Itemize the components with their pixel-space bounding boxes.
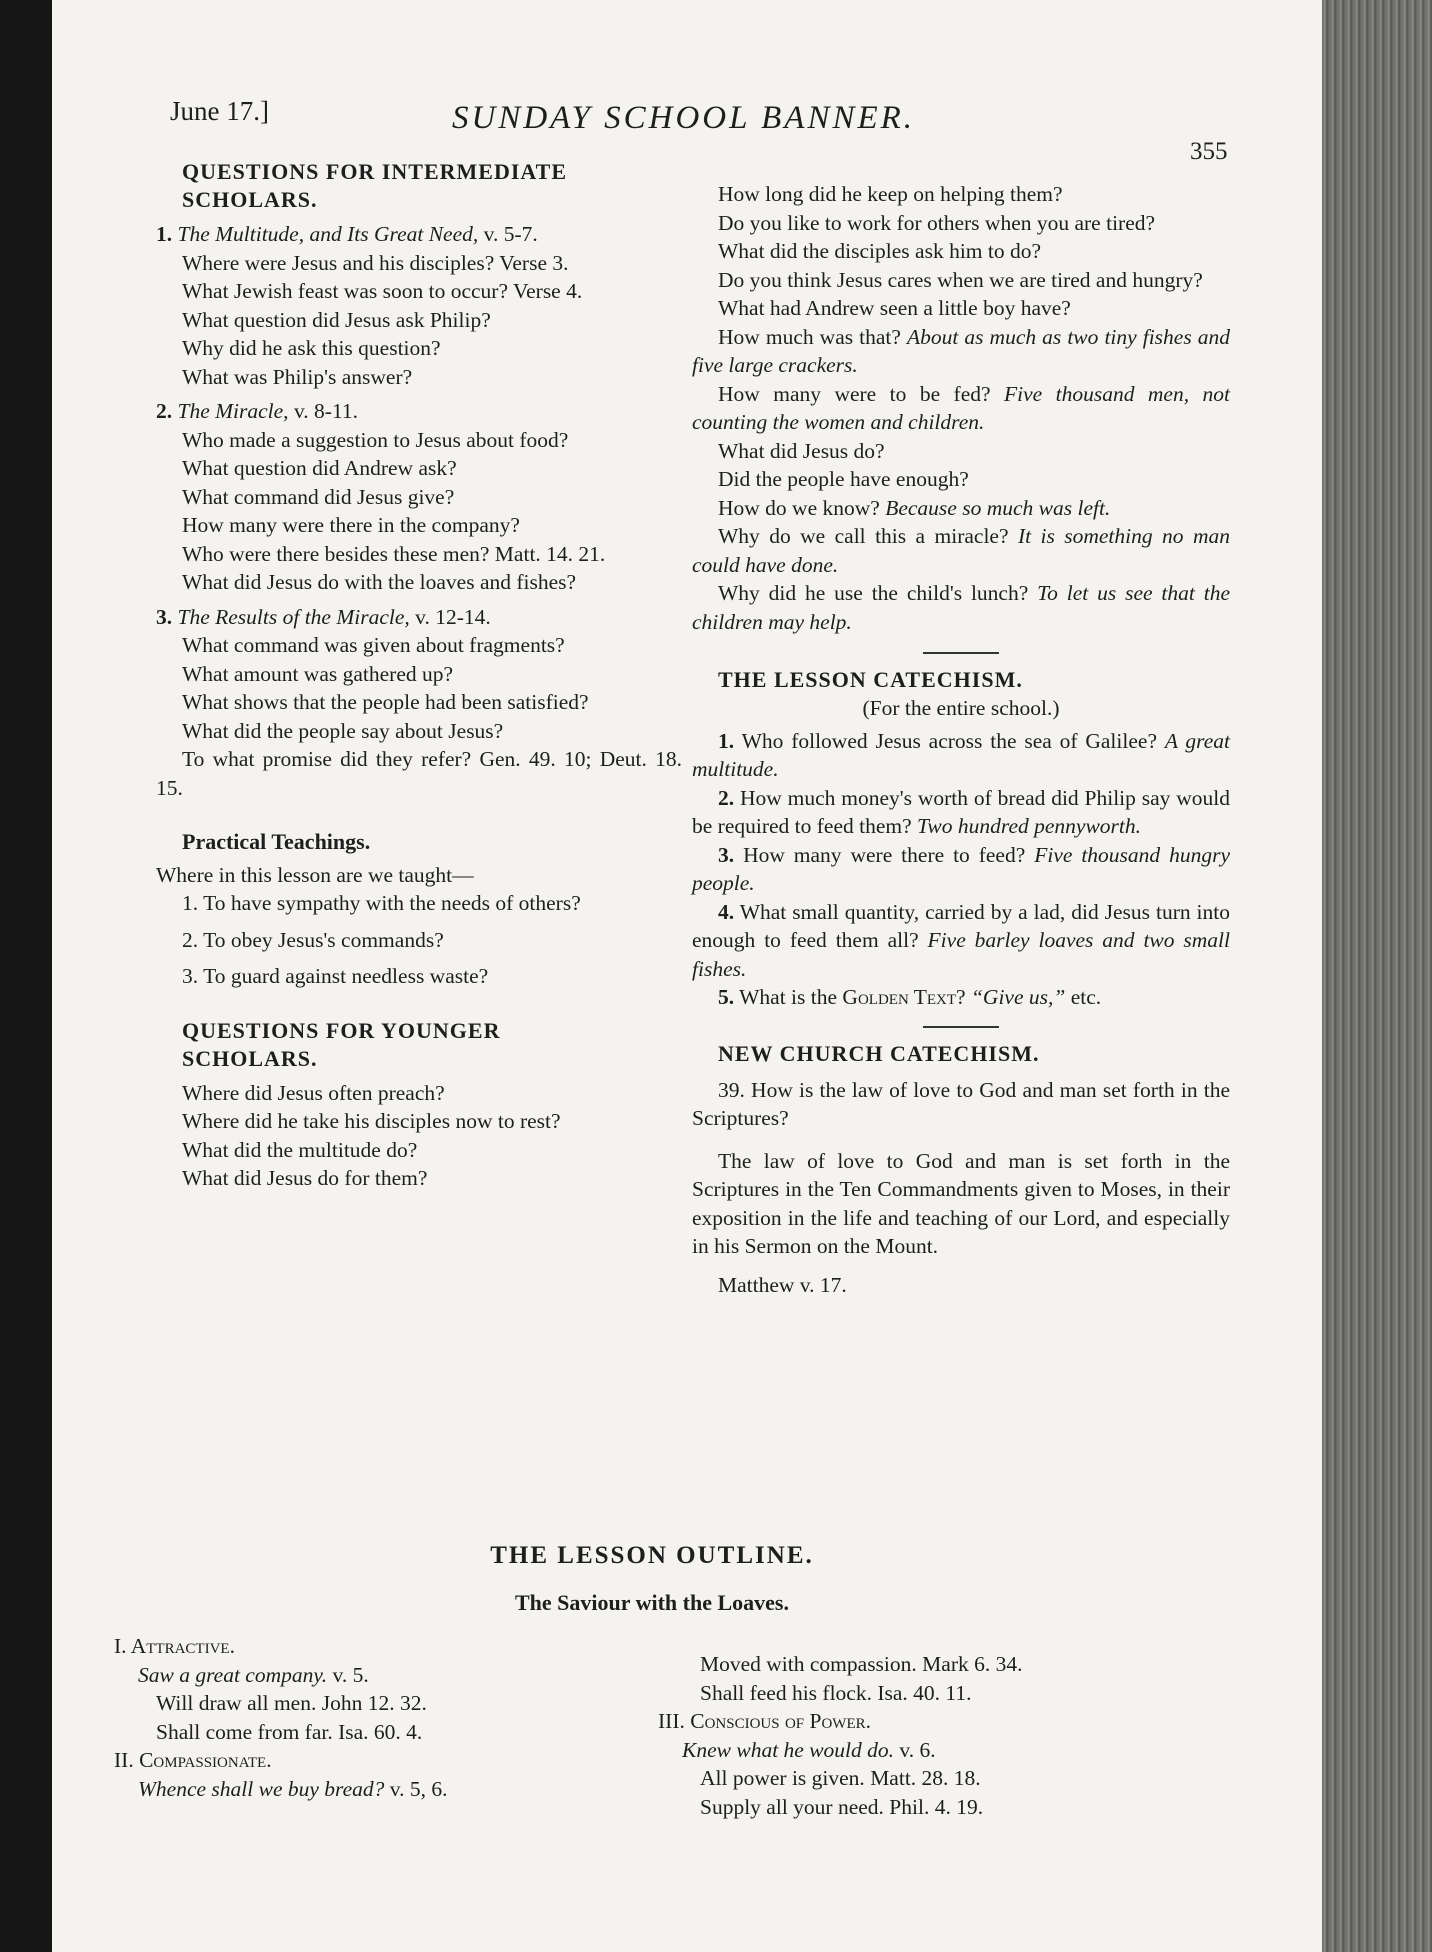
practical-item: 1. To have sympathy with the needs of others? [182, 891, 581, 915]
younger-questions-left [156, 1079, 682, 1193]
catechism-item-number: 1. [718, 728, 735, 753]
question: What did the multitude do? [182, 1137, 418, 1162]
outline-ref: v. 5. [332, 1662, 369, 1687]
outline-line [658, 1736, 1158, 1765]
outline-ref: Matt. 28. 18. [870, 1766, 981, 1790]
outline-line [658, 1650, 1158, 1679]
section-title: The Results of the Miracle, [177, 604, 410, 629]
section-ref: v. 5-7. [483, 222, 538, 246]
catechism-item-answer: Five thousand hungry people. [692, 842, 1231, 895]
question-text: How much was that? [718, 324, 901, 349]
practical-heading: Practical Teachings. [182, 829, 371, 854]
new-church-answer: The law of love to God and man is set forth in the Scriptures in the Ten Commandments given to Moses, in their exposition in the life and teaching of our Lord, and especially in his Sermon on the Mount. [692, 1148, 1230, 1258]
question: What did Jesus do for them? [182, 1166, 428, 1190]
answer-text: It is something no man could have done. [692, 524, 1230, 577]
outline-text: III. Conscious of Power. [658, 1709, 871, 1733]
question-text: Why did he use the child's lunch? [718, 581, 1029, 605]
lesson-section-heading [156, 220, 682, 249]
catechism-item [692, 727, 1230, 784]
question: Who made a suggestion to Jesus about food? [182, 427, 569, 452]
question-text: What did Jesus do? [718, 438, 885, 463]
question-text: Did the people have enough? [718, 467, 969, 491]
outline-line [114, 1718, 614, 1747]
question: What did the people say about Jesus? [182, 718, 504, 743]
catechism-item-number: 3. [718, 842, 735, 867]
section-ref: v. 12-14. [415, 604, 491, 629]
catechism-item-answer: Two hundred pennyworth. [917, 814, 1142, 838]
question [692, 380, 1230, 437]
catechism-subheading: (For the entire school.) [862, 696, 1060, 720]
question: Where did Jesus often preach? [182, 1080, 445, 1105]
left-binding-shadow [0, 0, 52, 1952]
question: What amount was gathered up? [182, 661, 454, 686]
answer-text: About as much as two tiny fishes and five large crackers. [692, 324, 1230, 377]
outline-text: Saw a great company. [138, 1662, 328, 1687]
outline-ref: Isa. 40. 11. [877, 1680, 972, 1705]
question: Where were Jesus and his disciples? Verse 3. [182, 250, 569, 275]
outline-line [114, 1689, 614, 1718]
answer-text: To let us see that the children may help. [692, 581, 1231, 634]
question [692, 323, 1230, 380]
new-church-reference: Matthew v. 17. [718, 1272, 847, 1297]
outline-line [114, 1661, 614, 1690]
question: What command did Jesus give? [182, 484, 455, 509]
catechism-item-5 [692, 983, 1230, 1012]
question-text: How do we know? [718, 495, 880, 520]
question [692, 209, 1230, 238]
catechism-item-answer: Five barley loaves and two small fishes. [692, 928, 1230, 981]
golden-text-quote: “Give us,” [970, 985, 1066, 1009]
header-date: June 17.] [170, 96, 269, 126]
section-title: The Miracle, [177, 399, 289, 423]
question: What question did Andrew ask? [182, 456, 457, 480]
outline-ref: John 12. 32. [321, 1691, 427, 1715]
outline-ref: v. 5, 6. [389, 1776, 448, 1801]
header-title: SUNDAY SCHOOL BANNER. [452, 100, 916, 136]
outline-text: Shall feed his flock. [700, 1680, 872, 1705]
catechism-item-number: 4. [718, 899, 735, 924]
practical-item: 2. To obey Jesus's commands? [182, 927, 444, 952]
question: Why did he ask this question? [182, 336, 441, 360]
outline-text: Knew what he would do. [682, 1737, 895, 1762]
outline-line [114, 1746, 614, 1775]
outline-right-column [658, 1650, 1158, 1821]
outline-left-column [114, 1632, 614, 1803]
outline-text: Supply all your need. [700, 1794, 884, 1819]
outline-text: Will draw all men. [156, 1691, 317, 1715]
practical-item: 3. To guard against needless waste? [182, 964, 489, 988]
catechism-items [692, 727, 1230, 984]
question [692, 237, 1230, 266]
page [52, 0, 1332, 1952]
left-column [156, 158, 682, 1193]
catechism-item [692, 841, 1230, 898]
outline-ref: Phil. 4. 19. [889, 1794, 984, 1819]
answer-text: Because so much was left. [885, 495, 1111, 520]
younger-heading-1: QUESTIONS FOR YOUNGER [182, 1017, 501, 1043]
question: Who were there besides these men? Matt. 14. 21. [182, 541, 606, 566]
question: What question did Jesus ask Philip? [182, 307, 491, 332]
book-spine [1322, 0, 1432, 1952]
catechism-item-number: 2. [718, 785, 735, 810]
section-number: 3. [156, 604, 173, 629]
page-number: 355 [1190, 138, 1228, 165]
answer-text: Five thousand men, not counting the women and children. [692, 381, 1230, 434]
question-text: What had Andrew seen a little boy have? [718, 296, 1071, 320]
outline-line [658, 1764, 1158, 1793]
lesson-section-heading [156, 603, 682, 632]
outline-line [658, 1707, 1158, 1736]
question [692, 494, 1230, 523]
outline-text: II. Compassionate. [114, 1748, 272, 1772]
question: What Jewish feast was soon to occur? Verse 4. [182, 279, 583, 303]
question [692, 579, 1230, 636]
question-text: How many were to be fed? [718, 381, 991, 406]
question: What was Philip's answer? [182, 364, 413, 389]
question [692, 180, 1230, 209]
catechism-item-etc: etc. [1070, 985, 1102, 1009]
younger-heading-2: SCHOLARS. [182, 1045, 318, 1071]
lesson-section-heading [156, 397, 682, 426]
question: What command was given about fragments? [182, 633, 565, 657]
outline-title: THE LESSON OUTLINE. [490, 1542, 814, 1569]
catechism-item-question: Who followed Jesus across the sea of Galilee? [741, 728, 1157, 753]
outline-text: All power is given. [700, 1766, 865, 1790]
new-church-heading: NEW CHURCH CATECHISM. [718, 1040, 1040, 1066]
practical-items [156, 889, 682, 991]
question: What did Jesus do with the loaves and fishes? [182, 570, 577, 594]
outline-ref: Mark 6. 34. [922, 1652, 1023, 1676]
section-number: 1. [156, 222, 173, 246]
practical-intro: Where in this lesson are we taught— [156, 862, 474, 887]
divider [923, 1026, 999, 1028]
intermediate-heading-1: QUESTIONS FOR INTERMEDIATE [182, 159, 567, 184]
question: To what promise did they refer? Gen. 49. 10; Deut. 18. 15. [156, 747, 682, 800]
question: Where did he take his disciples now to rest? [182, 1109, 561, 1133]
section-number: 2. [156, 399, 173, 423]
section-ref: v. 8-11. [293, 399, 359, 423]
right-column [692, 180, 1230, 1299]
catechism-item-number: 5. [718, 985, 735, 1009]
question [692, 437, 1230, 466]
outline-subtitle: The Saviour with the Loaves. [514, 1590, 789, 1615]
outline-line [114, 1775, 614, 1804]
catechism-heading: THE LESSON CATECHISM. [718, 667, 1023, 692]
outline-line [658, 1679, 1158, 1708]
divider [923, 652, 999, 654]
outline-text: Shall come from far. [156, 1719, 333, 1744]
catechism-item-question: How many were there to feed? [743, 842, 1026, 867]
question [692, 266, 1230, 295]
question-text: Do you like to work for others when you are tired? [718, 210, 1156, 235]
catechism-item-question: How much money's worth of bread did Philip say would be required to feed them? [692, 785, 1231, 838]
catechism-item [692, 784, 1230, 841]
younger-questions-right [692, 180, 1230, 636]
question-text: Why do we call this a miracle? [718, 524, 1009, 548]
outline-ref: Isa. 60. 4. [338, 1719, 423, 1744]
outline-text: Moved with compassion. [700, 1652, 917, 1676]
section-title: The Multitude, and Its Great Need, [177, 222, 479, 246]
question [692, 465, 1230, 494]
catechism-item-question: What small quantity, carried by a lad, did Jesus turn into enough to feed them all? [692, 899, 1230, 952]
question: How many were there in the company? [182, 513, 520, 537]
intermediate-heading-2: SCHOLARS. [182, 187, 318, 212]
outline-line [114, 1632, 614, 1661]
new-church-question: 39. How is the law of love to God and man set forth in the Scriptures? [692, 1077, 1230, 1130]
outline-line [658, 1793, 1158, 1822]
question-text: What did the disciples ask him to do? [718, 239, 1042, 263]
question: What shows that the people had been satisfied? [182, 690, 589, 714]
question [692, 294, 1230, 323]
catechism-item-answer: A great multitude. [692, 728, 1230, 781]
catechism-item-question: What is the [739, 985, 838, 1009]
outline-text: I. Attractive. [114, 1634, 235, 1658]
catechism-item [692, 898, 1230, 984]
outline-text: Whence shall we buy bread? [138, 1776, 385, 1801]
golden-text-label: Golden Text? [842, 985, 966, 1009]
intermediate-sections [156, 220, 682, 802]
question [692, 522, 1230, 579]
outline-ref: v. 6. [899, 1737, 936, 1762]
question-text: How long did he keep on helping them? [718, 182, 1063, 206]
question-text: Do you think Jesus cares when we are tired and hungry? [718, 267, 1203, 292]
